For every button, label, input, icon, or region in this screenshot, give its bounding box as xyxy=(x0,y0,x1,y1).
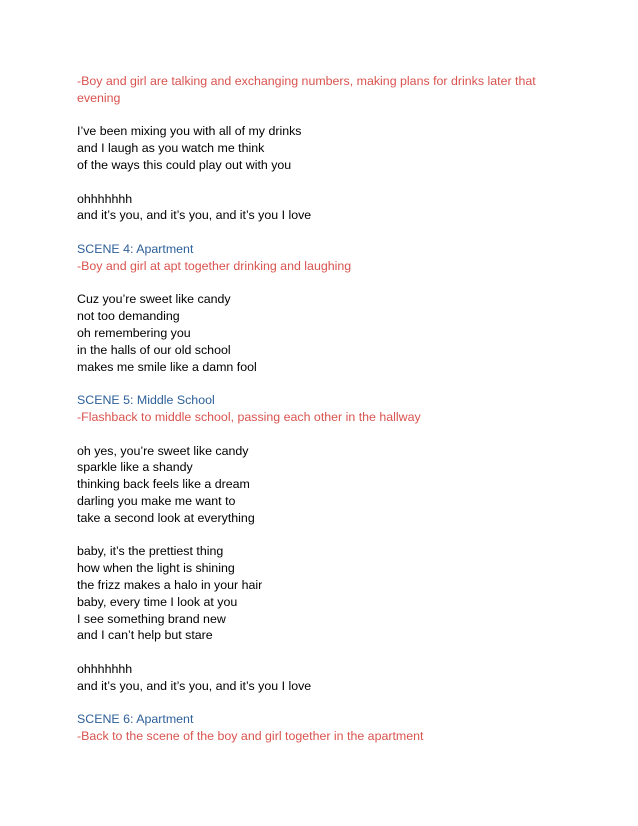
lyric-line: I’ve been mixing you with all of my drinks xyxy=(77,124,302,139)
lyric-line: ohhhhhhh xyxy=(77,191,133,206)
lyric-line: and it’s you, and it’s you, and it’s you I love xyxy=(77,678,312,693)
lyric-line: not too demanding xyxy=(77,309,180,324)
lyric-stanza xyxy=(77,191,557,225)
direction-line: -Boy and girl are talking and exchanging numbers, making plans for drinks later that xyxy=(77,74,536,88)
blank-line xyxy=(77,174,557,191)
lyric-stanza xyxy=(77,443,557,527)
lyric-line: baby, every time I look at you xyxy=(77,594,238,609)
blank-line xyxy=(77,224,557,241)
blank-line xyxy=(77,426,557,443)
lyric-line: thinking back feels like a dream xyxy=(77,477,250,492)
lyric-stanza xyxy=(77,661,557,695)
lyric-line: of the ways this could play out with you xyxy=(77,157,292,172)
scene-heading: SCENE 4: Apartment xyxy=(77,241,194,256)
lyric-line: oh remembering you xyxy=(77,325,191,340)
blank-line xyxy=(77,694,557,711)
direction-line: -Back to the scene of the boy and girl together in the apartment xyxy=(77,729,424,744)
lyrics-script-body xyxy=(77,73,557,745)
lyric-line: ohhhhhhh xyxy=(77,661,133,676)
blank-line xyxy=(77,644,557,661)
lyric-line: Cuz you’re sweet like candy xyxy=(77,292,231,307)
direction-line: -Boy and girl at apt together drinking and laughing xyxy=(77,258,352,273)
blank-line xyxy=(77,107,557,124)
blank-line xyxy=(77,375,557,392)
lyric-stanza xyxy=(77,123,557,173)
lyric-line: oh yes, you’re sweet like candy xyxy=(77,443,249,458)
blank-line xyxy=(77,527,557,544)
direction-line: evening xyxy=(77,90,121,105)
lyric-stanza xyxy=(77,291,557,375)
lyric-line: and it’s you, and it’s you, and it’s you I love xyxy=(77,208,312,223)
lyric-line: darling you make me want to xyxy=(77,493,236,508)
lyric-line: baby, it’s the prettiest thing xyxy=(77,544,224,559)
lyric-line: makes me smile like a damn fool xyxy=(77,359,257,374)
scene-block xyxy=(77,392,557,426)
lyric-line: sparkle like a shandy xyxy=(77,460,193,475)
blank-line xyxy=(77,275,557,292)
lyric-line: how when the light is shining xyxy=(77,561,235,576)
lyric-stanza xyxy=(77,543,557,644)
lyric-line: and I laugh as you watch me think xyxy=(77,141,265,156)
lyric-line: in the halls of our old school xyxy=(77,342,231,357)
lyric-line: and I can’t help but stare xyxy=(77,628,213,643)
scene-heading: SCENE 6: Apartment xyxy=(77,712,194,727)
lyric-line: I see something brand new xyxy=(77,611,226,626)
stage-direction xyxy=(77,73,557,107)
direction-line: -Flashback to middle school, passing each other in the hallway xyxy=(77,409,421,424)
scene-heading: SCENE 5: Middle School xyxy=(77,393,215,408)
lyric-line: take a second look at everything xyxy=(77,510,255,525)
scene-block xyxy=(77,711,557,745)
scene-block xyxy=(77,241,557,275)
lyric-line: the frizz makes a halo in your hair xyxy=(77,577,263,592)
